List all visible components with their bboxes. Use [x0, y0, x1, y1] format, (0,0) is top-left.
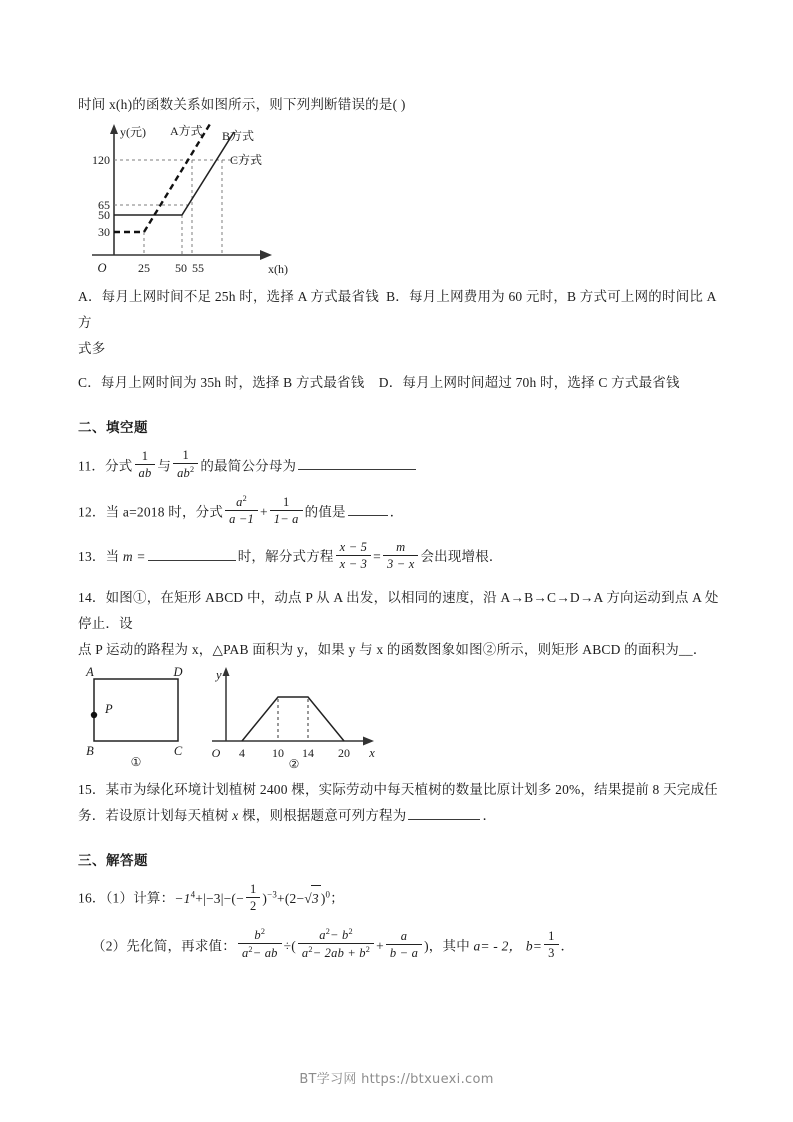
q13-f2-numerator: m	[383, 540, 418, 556]
area-function-svg	[204, 665, 399, 769]
question-10-option-cd	[78, 370, 728, 396]
option-a: A．每月上网时间不足 25h 时，选择 A 方式最省钱	[78, 289, 379, 304]
site-watermark: BT学习网 https://btxuexi.com	[299, 1072, 494, 1087]
y-axis-arrow-2	[223, 667, 230, 676]
q16-2-f3-den: b − a	[389, 946, 419, 960]
q13-mid: 时，解分式方程	[237, 549, 334, 565]
vertex-label-d: D	[173, 665, 183, 680]
q11-f2-den-base: ab	[177, 466, 191, 481]
q13-f1-denominator: x − 3	[339, 557, 368, 572]
section-2-heading: 二、填空题	[78, 420, 148, 435]
option-b: B．每月上网费用为 60 元时，B 方式可上网的时间比 A 方	[78, 289, 716, 330]
q13-f1-numerator: x − 5	[336, 540, 371, 556]
fee-chart-svg	[82, 122, 372, 282]
q16-2-f2-den-exp2: 2	[365, 944, 371, 954]
question-10-option-b-cont: 式多	[78, 341, 106, 356]
q12-period: ．	[389, 504, 404, 520]
q15-answer-blank[interactable]	[408, 807, 480, 821]
xtick-50: 50	[175, 261, 187, 275]
q12-f1-num-exponent: 2	[242, 494, 247, 504]
y-axis-label: y(元)	[120, 125, 146, 139]
q12-f2-denominator: 1− a	[273, 512, 299, 527]
question-15-line-2	[78, 803, 728, 829]
question-12	[78, 494, 728, 526]
q16-1-frac-num: 1	[246, 882, 260, 898]
question-10-option-ab	[78, 284, 728, 336]
point-p-marker	[91, 712, 97, 718]
q12-answer-blank[interactable]	[348, 503, 388, 517]
q13-equals: =	[373, 549, 381, 565]
q13-fraction-2	[383, 540, 418, 571]
x-axis-arrow	[260, 250, 272, 260]
q16-2-f1-den-exp: 2	[248, 944, 253, 954]
q12-prefix: 12．当 a=2018 时，分式	[78, 504, 224, 520]
ytick-50: 50	[98, 208, 110, 222]
q16-1-term-e-exp: 0	[325, 889, 331, 900]
sqrt-icon: √	[304, 890, 312, 906]
q15-period: ．	[482, 808, 497, 824]
legend-c: C方式	[230, 153, 263, 167]
vertex-label-b: B	[86, 744, 94, 759]
q16-1-fraction	[246, 882, 260, 913]
q11-answer-blank[interactable]	[298, 456, 416, 470]
q12-suffix: 的值是	[304, 504, 346, 520]
q16-2-f2-num-exp2: 2	[348, 926, 353, 936]
q16-2-f2-den-base: a	[301, 946, 309, 960]
option-c: C．每月上网时间为 35h 时，选择 B 方式最省钱	[78, 375, 365, 390]
q16-1-terminator: ；	[330, 890, 344, 906]
q16-2-period: ．	[560, 938, 575, 954]
series-b-line	[114, 132, 234, 215]
q11-f2-numerator: 1	[173, 448, 198, 464]
question-13	[78, 540, 728, 571]
question-16-part-1	[78, 881, 728, 912]
q16-2-prefix: （2）先化简，再求值：	[92, 938, 236, 954]
question-10-stem: 时间 x(h)的函数关系如图所示，则下列判断错误的是( )	[78, 97, 406, 112]
q16-2-fraction-1	[238, 927, 282, 960]
q11-f2-den-exponent: 2	[190, 465, 195, 474]
q13-prefix: 13．当	[78, 549, 120, 565]
vertex-label-a: A	[86, 665, 94, 680]
question-14-line-2: 点 P 运动的路程为 x，△PAB 面积为 y，如果 y 与 x 的函数图象如图②所示，则矩形 ABCD 的面积为__．	[78, 642, 707, 658]
q16-2-f1-num	[238, 927, 282, 944]
q16-2-f2-num-rest: − b	[330, 927, 349, 942]
q15-line2-pre: 务．若设原计划每天植树	[78, 808, 229, 824]
xtick-10: 10	[272, 746, 284, 761]
q11-f1-numerator: 1	[135, 449, 156, 465]
rectangle-abcd-figure	[78, 665, 198, 769]
q16-2-fraction-3	[386, 929, 422, 960]
q16-2-f1-num-base: b	[254, 927, 261, 942]
q16-2-divide-operator: ÷(	[283, 938, 296, 954]
q16-2-value-a: a= - 2，	[473, 938, 523, 954]
q16-2-f1-num-exp: 2	[260, 926, 266, 936]
q12-operator: +	[259, 504, 268, 520]
xtick-4: 4	[239, 746, 245, 761]
q11-f1-denominator: ab	[138, 466, 152, 481]
q16-2-f1-den-base: a	[241, 946, 249, 960]
legend-a: A方式	[170, 124, 203, 138]
y-axis-arrow	[110, 124, 118, 134]
x-axis-label: x(h)	[268, 262, 288, 276]
q16-2-f2-den	[298, 944, 374, 960]
q16-1-term-a-exp: 4	[190, 889, 196, 900]
question-14-figures	[78, 665, 728, 769]
area-function-figure	[204, 665, 399, 769]
q11-f2-denominator	[173, 464, 198, 480]
option-d: D．每月上网时间超过 70h 时，选择 C 方式最省钱	[378, 375, 680, 390]
page-content	[78, 92, 728, 960]
origin-label-2: O	[211, 746, 221, 761]
vertex-label-c: C	[173, 744, 183, 759]
q16-2-fraction-2	[298, 927, 374, 960]
rectangle-abcd-svg	[78, 665, 198, 769]
q16-1-term-d: +(2−	[277, 890, 305, 906]
legend-b: B方式	[222, 129, 255, 143]
q16-2-fb-num: 1	[544, 929, 558, 945]
q16-2-f2-den-rest: − 2ab + b	[312, 946, 366, 960]
question-16-part-2	[78, 927, 728, 960]
q11-fraction-1	[135, 449, 156, 480]
q12-fraction-2	[270, 495, 303, 526]
x-axis-label-2: x	[369, 746, 375, 761]
q12-f1-denominator: a −1	[229, 512, 254, 527]
q16-1-expression	[174, 881, 331, 913]
q16-2-f2-num-base: a	[319, 927, 326, 942]
q11-fraction-2	[173, 448, 198, 480]
ytick-30: 30	[98, 225, 110, 239]
xtick-20: 20	[338, 746, 350, 761]
y-axis-label-2: y	[216, 668, 222, 683]
area-curve	[242, 697, 344, 741]
q16-2-f2-num	[298, 927, 374, 944]
q11-suffix: 的最简公分母为	[200, 458, 297, 474]
x-axis-arrow-2	[363, 737, 374, 746]
q16-2-f3-num: a	[386, 929, 422, 945]
q16-1-radicand: 3	[311, 885, 321, 912]
q16-1-frac-den: 2	[249, 898, 257, 913]
q15-variable: x	[232, 808, 239, 824]
q16-2-plus-operator: +	[376, 938, 384, 954]
q13-variable: m =	[122, 549, 146, 565]
q16-2-value-b-prefix: b=	[525, 938, 543, 954]
question-14-line-1: 14．如图①，在矩形 ABCD 中，动点 P 从 A 出发，以相同的速度，沿 A→B→C→D→A 方向运动到点 A 处停止．设	[78, 590, 719, 632]
q13-f2-denominator: 3 − x	[386, 557, 415, 572]
q13-suffix: 会出现增根．	[420, 549, 503, 565]
origin-label: O	[97, 261, 107, 275]
xtick-25: 25	[138, 261, 150, 275]
figure-1-caption: ①	[130, 755, 142, 770]
point-label-p: P	[105, 702, 113, 717]
xtick-55: 55	[192, 261, 204, 275]
ytick-65: 65	[98, 198, 110, 212]
q16-1-term-a: −1	[174, 890, 191, 906]
q16-1-term-b: +|−3|−(−	[195, 890, 244, 906]
q16-2-f2-num-exp: 2	[325, 926, 331, 936]
q16-1-term-e: )	[320, 890, 326, 906]
q16-2-f1-den-rest: − ab	[252, 946, 278, 960]
q15-line2-post: 棵，则根据题意可列方程为	[242, 808, 407, 824]
question-15-line-1: 15．某市为绿化环境计划植树 2400 棵，实际劳动中每天植树的数量比原计划多 20%，结果提前 8 天完成任	[78, 782, 718, 798]
q12-f2-numerator: 1	[270, 495, 303, 511]
q16-1-term-c: )	[262, 890, 268, 906]
q12-fraction-1	[225, 494, 258, 526]
q16-1-prefix: 16．（1）计算：	[78, 890, 175, 906]
figure-2-caption: ②	[288, 757, 300, 770]
question-11	[78, 448, 728, 480]
q16-2-fraction-b	[544, 929, 558, 960]
q16-2-close-text: )，其中	[424, 938, 470, 954]
xtick-14: 14	[302, 746, 314, 761]
q16-2-f1-den	[238, 944, 282, 960]
q12-f1-num-base: a	[236, 495, 243, 510]
q16-2-f2-den-exp: 2	[308, 944, 313, 954]
q12-f1-numerator	[225, 494, 258, 511]
q13-fraction-1	[336, 540, 371, 571]
q11-prefix: 11．分式	[78, 458, 133, 474]
q16-1-term-c-exp: −3	[267, 889, 277, 900]
q11-mid: 与	[157, 458, 172, 474]
q13-answer-blank[interactable]	[148, 548, 236, 562]
q16-2-fb-den: 3	[548, 946, 555, 960]
fee-chart-figure	[82, 122, 372, 282]
section-3-heading: 三、解答题	[78, 853, 148, 869]
ytick-120: 120	[92, 153, 110, 167]
